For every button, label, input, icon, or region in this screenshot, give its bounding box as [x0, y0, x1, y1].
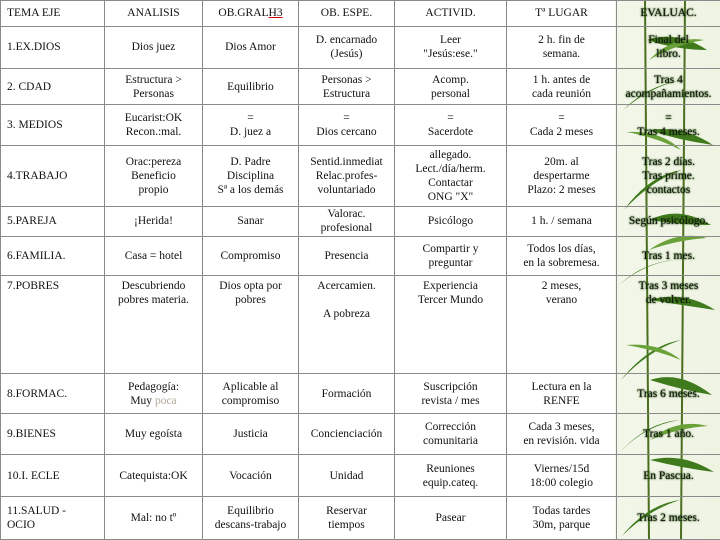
cell-analisis: Dios juez: [105, 26, 203, 69]
table-row: [1, 69, 720, 105]
header-ob-gral: OB.GRALH3: [203, 1, 299, 27]
cell-ob-espe: Unidad: [299, 454, 395, 497]
cell-analisis: Casa = hotel: [105, 237, 203, 275]
cell-ob-gral: Vocación: [203, 454, 299, 497]
header-ob-espe: OB. ESPE.: [299, 1, 395, 27]
cell-ob-espe: D. encarnado (Jesús): [299, 26, 395, 69]
table-row: [1, 497, 720, 540]
cell-evaluac: Final del libro.: [617, 26, 720, 69]
cell-ob-gral: Dios opta por pobres: [203, 275, 299, 373]
analisis-formac-text: Pedagogía: Muy poca: [127, 380, 180, 407]
cell-evaluac: Tras 1 año.: [617, 414, 720, 454]
cell-analisis: Estructura > Personas: [105, 69, 203, 105]
cell-ob-gral: Sanar: [203, 206, 299, 237]
cell-tema: 11.SALUD - OCIO: [1, 497, 105, 540]
table-row: [1, 237, 720, 275]
table-row: [1, 373, 720, 413]
cell-evaluac: Tras 2 meses.: [617, 497, 720, 540]
cell-ob-espe: Concienciación: [299, 414, 395, 454]
cell-ob-espe: Valorac. profesional: [299, 206, 395, 237]
table-row: [1, 206, 720, 237]
cell-tema: 5.PAREJA: [1, 206, 105, 237]
faded-word: poca: [154, 394, 177, 407]
cell-analisis: Eucarist:OK Recon.:mal.: [105, 105, 203, 145]
cell-activid: Pasear: [395, 497, 507, 540]
cell-analisis: Mal: no tº: [105, 497, 203, 540]
cell-ob-gral: Justicia: [203, 414, 299, 454]
cell-tema: 9.BIENES: [1, 414, 105, 454]
cell-analisis: ¡Herida!: [105, 206, 203, 237]
cell-evaluac: Tras 1 mes.: [617, 237, 720, 275]
cell-ob-gral: Aplicable al compromiso: [203, 373, 299, 413]
cell-tema: 4.TRABAJO: [1, 145, 105, 206]
cell-evaluac: Tras 2 días. Tras prime. contactos: [617, 145, 720, 206]
cell-tema: 8.FORMAC.: [1, 373, 105, 413]
cell-activid: Acomp. personal: [395, 69, 507, 105]
header-evaluac: EVALUAC.: [617, 1, 720, 27]
cell-ob-gral: Equilibrio: [203, 69, 299, 105]
cell-analisis: [105, 373, 203, 413]
cell-lugar: Cada 3 meses, en revisión. vida: [507, 414, 617, 454]
cell-activid: Leer "Jesús:ese.": [395, 26, 507, 69]
cell-evaluac: Según psicólogo.: [617, 206, 720, 237]
cell-ob-gral: Compromiso: [203, 237, 299, 275]
cell-lugar: = Cada 2 meses: [507, 105, 617, 145]
cell-tema: 7.POBRES: [1, 275, 105, 373]
cell-lugar: 2 h. fin de semana.: [507, 26, 617, 69]
cell-evaluac: Tras 4 acompañamientos.: [617, 69, 720, 105]
table-row: [1, 275, 720, 373]
cell-activid: Reuniones equip.cateq.: [395, 454, 507, 497]
cell-tema: 10.I. ECLE: [1, 454, 105, 497]
cell-activid: Compartir y preguntar: [395, 237, 507, 275]
table-row: [1, 454, 720, 497]
cell-lugar: Lectura en la RENFE: [507, 373, 617, 413]
header-lugar: Tª LUGAR: [507, 1, 617, 27]
cell-analisis: Muy egoísta: [105, 414, 203, 454]
header-row: [1, 1, 720, 27]
cell-evaluac: = Tras 4 meses.: [617, 105, 720, 145]
cell-ob-espe: Formación: [299, 373, 395, 413]
cell-tema: 1.EX.DIOS: [1, 26, 105, 69]
cell-ob-espe: Presencia: [299, 237, 395, 275]
cell-analisis: Descubriendo pobres materia.: [105, 275, 203, 373]
cell-activid: Corrección comunitaria: [395, 414, 507, 454]
cell-ob-gral: = D. juez a: [203, 105, 299, 145]
cell-lugar: 1 h. antes de cada reunión: [507, 69, 617, 105]
table-row: [1, 26, 720, 69]
cell-ob-espe: Acercamien. A pobreza: [299, 275, 395, 373]
table-row: [1, 105, 720, 145]
header-activid: ACTIVID.: [395, 1, 507, 27]
cell-activid: Psicólogo: [395, 206, 507, 237]
cell-lugar: Viernes/15d 18:00 colegio: [507, 454, 617, 497]
header-tema-eje: TEMA EJE: [1, 1, 105, 27]
cell-tema: 3. MEDIOS: [1, 105, 105, 145]
cell-activid: Suscripción revista / mes: [395, 373, 507, 413]
table-row: [1, 145, 720, 206]
cell-tema: 6.FAMILIA.: [1, 237, 105, 275]
cell-activid: allegado. Lect./día/herm. Contactar ONG "X": [395, 145, 507, 206]
cell-evaluac: Tras 6 meses.: [617, 373, 720, 413]
table-row: [1, 414, 720, 454]
cell-activid: Experiencia Tercer Mundo: [395, 275, 507, 373]
cell-evaluac: Tras 3 meses de volver.: [617, 275, 720, 373]
cell-analisis: Catequista:OK: [105, 454, 203, 497]
cell-ob-espe: Reservar tiempos: [299, 497, 395, 540]
cell-ob-espe: Sentid.inmediat Relac.profes- voluntariado: [299, 145, 395, 206]
cell-tema: 2. CDAD: [1, 69, 105, 105]
header-analisis: ANALISIS: [105, 1, 203, 27]
cell-lugar: 2 meses, verano: [507, 275, 617, 373]
cell-lugar: 20m. al despertarme Plazo: 2 meses: [507, 145, 617, 206]
cell-ob-gral: D. Padre Disciplina Sª a los demás: [203, 145, 299, 206]
cell-lugar: 1 h. / semana: [507, 206, 617, 237]
cell-lugar: Todas tardes 30m, parque: [507, 497, 617, 540]
cell-ob-gral: Equilibrio descans-trabajo: [203, 497, 299, 540]
cell-activid: = Sacerdote: [395, 105, 507, 145]
cell-lugar: Todos los días, en la sobremesa.: [507, 237, 617, 275]
cell-analisis: Orac:pereza Beneficio propio: [105, 145, 203, 206]
cell-ob-gral: Dios Amor: [203, 26, 299, 69]
cell-ob-espe: = Dios cercano: [299, 105, 395, 145]
cell-ob-espe: Personas > Estructura: [299, 69, 395, 105]
cell-evaluac: En Pascua.: [617, 454, 720, 497]
